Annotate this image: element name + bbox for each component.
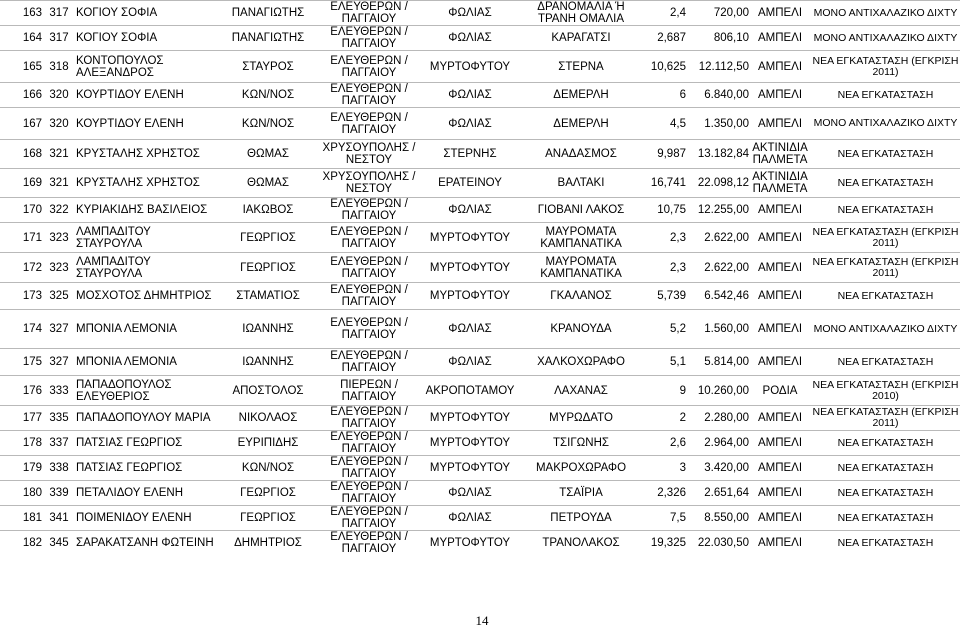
local-community: ΦΩΛΙΑΣ [420, 108, 520, 140]
table-body [0, 1, 960, 556]
applicant-name: ΚΡΥΣΤΑΛΗΣ ΧΡΗΣΤΟΣ [76, 140, 218, 169]
father-name: ΘΩΜΑΣ [218, 169, 318, 198]
subsidy-amount: 2.964,00 [686, 431, 749, 456]
crop-type: ΑΜΠΕΛΙ [749, 1, 811, 26]
applicant-code: 327 [42, 349, 76, 376]
crop-type: ΡΟΔΙΑ [749, 376, 811, 406]
field-location: ΜΥΡΩΔΑΤΟ [520, 406, 642, 431]
local-community: ΦΩΛΙΑΣ [420, 310, 520, 349]
area-stremmata: 2,687 [642, 26, 686, 51]
table-row [0, 481, 960, 506]
table-row [0, 349, 960, 376]
father-name: ΓΕΩΡΓΙΟΣ [218, 481, 318, 506]
municipality: ΠΙΕΡΕΩΝ / ΠΑΓΓΑΙΟΥ [318, 376, 420, 406]
applicant-code: 327 [42, 310, 76, 349]
applicant-name: ΛΑΜΠΑΔΙΤΟΥ ΣΤΑΥΡΟΥΛΑ [76, 253, 218, 283]
subsidy-amount: 1.560,00 [686, 310, 749, 349]
subsidy-amount: 2.651,64 [686, 481, 749, 506]
table-row [0, 51, 960, 83]
table-row [0, 83, 960, 108]
field-location: ΛΑΧΑΝΑΣ [520, 376, 642, 406]
local-community: ΕΡΑΤΕΙΝΟΥ [420, 169, 520, 198]
row-number: 173 [0, 283, 42, 310]
row-number: 178 [0, 431, 42, 456]
subsidy-amount: 2.280,00 [686, 406, 749, 431]
applicant-name: ΚΟΥΡΤΙΔΟΥ ΕΛΕΝΗ [76, 83, 218, 108]
row-number: 171 [0, 223, 42, 253]
father-name: ΚΩΝ/ΝΟΣ [218, 83, 318, 108]
crop-type: ΑΜΠΕΛΙ [749, 283, 811, 310]
subsidy-amount: 22.030,50 [686, 531, 749, 556]
field-location: ΠΕΤΡΟΥΔΑ [520, 506, 642, 531]
row-number: 167 [0, 108, 42, 140]
subsidy-amount: 13.182,84 [686, 140, 749, 169]
local-community: ΜΥΡΤΟΦΥΤΟΥ [420, 223, 520, 253]
crop-type: ΑΚΤΙΝΙΔΙΑ ΠΑΛΜΕΤΑ [749, 169, 811, 198]
area-stremmata: 5,739 [642, 283, 686, 310]
subsidy-amount: 6.840,00 [686, 83, 749, 108]
table-row [0, 1, 960, 26]
municipality: ΕΛΕΥΘΕΡΩΝ / ΠΑΓΓΑΙΟΥ [318, 51, 420, 83]
applicant-code: 345 [42, 531, 76, 556]
installation-status: ΝΕΑ ΕΓΚΑΤΑΣΤΑΣΗ (ΕΓΚΡΙΣΗ 2011) [811, 223, 960, 253]
area-stremmata: 5,1 [642, 349, 686, 376]
installation-status: ΝΕΑ ΕΓΚΑΤΑΣΤΑΣΗ [811, 83, 960, 108]
area-stremmata: 6 [642, 83, 686, 108]
municipality: ΕΛΕΥΘΕΡΩΝ / ΠΑΓΓΑΙΟΥ [318, 406, 420, 431]
field-location: ΤΡΑΝΟΛΑΚΟΣ [520, 531, 642, 556]
local-community: ΜΥΡΤΟΦΥΤΟΥ [420, 431, 520, 456]
local-community: ΜΥΡΤΟΦΥΤΟΥ [420, 253, 520, 283]
table-row [0, 253, 960, 283]
field-location: ΚΑΡΑΓΑΤΣΙ [520, 26, 642, 51]
municipality: ΕΛΕΥΘΕΡΩΝ / ΠΑΓΓΑΙΟΥ [318, 1, 420, 26]
crop-type: ΑΜΠΕΛΙ [749, 253, 811, 283]
area-stremmata: 2,3 [642, 253, 686, 283]
municipality: ΕΛΕΥΘΕΡΩΝ / ΠΑΓΓΑΙΟΥ [318, 26, 420, 51]
installation-status: ΝΕΑ ΕΓΚΑΤΑΣΤΑΣΗ [811, 349, 960, 376]
table-row [0, 506, 960, 531]
installation-status: ΜΟΝΟ ΑΝΤΙΧΑΛΑΖΙΚΟ ΔΙΧΤΥ [811, 310, 960, 349]
crop-type: ΑΜΠΕΛΙ [749, 456, 811, 481]
subsidy-amount: 2.622,00 [686, 223, 749, 253]
field-location: ΑΝΑΔΑΣΜΟΣ [520, 140, 642, 169]
applicant-name: ΠΑΠΑΔΟΠΟΥΛΟΣ ΕΛΕΥΘΕΡΙΟΣ [76, 376, 218, 406]
crop-type: ΑΜΠΕΛΙ [749, 506, 811, 531]
area-stremmata: 2,6 [642, 431, 686, 456]
applicant-code: 318 [42, 51, 76, 83]
table-row [0, 431, 960, 456]
father-name: ΙΑΚΩΒΟΣ [218, 198, 318, 223]
local-community: ΜΥΡΤΟΦΥΤΟΥ [420, 456, 520, 481]
row-number: 176 [0, 376, 42, 406]
applicant-name: ΚΟΥΡΤΙΔΟΥ ΕΛΕΝΗ [76, 108, 218, 140]
table-row [0, 108, 960, 140]
table-row [0, 456, 960, 481]
applicant-code: 338 [42, 456, 76, 481]
applicant-name: ΜΠΟΝΙΑ ΛΕΜΟΝΙΑ [76, 310, 218, 349]
municipality: ΕΛΕΥΘΕΡΩΝ / ΠΑΓΓΑΙΟΥ [318, 531, 420, 556]
crop-type: ΑΜΠΕΛΙ [749, 481, 811, 506]
local-community: ΜΥΡΤΟΦΥΤΟΥ [420, 283, 520, 310]
applicant-name: ΚΟΓΙΟΥ ΣΟΦΙΑ [76, 1, 218, 26]
applicant-code: 339 [42, 481, 76, 506]
field-location: ΔΕΜΕΡΛΗ [520, 83, 642, 108]
installation-status: ΝΕΑ ΕΓΚΑΤΑΣΤΑΣΗ [811, 431, 960, 456]
applicant-name: ΠΑΠΑΔΟΠΟΥΛΟΥ ΜΑΡΙΑ [76, 406, 218, 431]
row-number: 170 [0, 198, 42, 223]
installation-status: ΝΕΑ ΕΓΚΑΤΑΣΤΑΣΗ [811, 169, 960, 198]
table-row [0, 169, 960, 198]
father-name: ΓΕΩΡΓΙΟΣ [218, 253, 318, 283]
field-location: ΓΙΟΒΑΝΙ ΛΑΚΟΣ [520, 198, 642, 223]
table-row [0, 283, 960, 310]
field-location: ΣΤΕΡΝΑ [520, 51, 642, 83]
local-community: ΜΥΡΤΟΦΥΤΟΥ [420, 531, 520, 556]
subsidy-amount: 2.622,00 [686, 253, 749, 283]
crop-type: ΑΜΠΕΛΙ [749, 223, 811, 253]
subsidy-amount: 1.350,00 [686, 108, 749, 140]
field-location: ΔΡΑΝΟΜΑΛΙΑ Ή ΤΡΑΝΗ ΟΜΑΛΙΑ [520, 1, 642, 26]
field-location: ΜΑΥΡΟΜΑΤΑ ΚΑΜΠΑΝΑΤΙΚΑ [520, 223, 642, 253]
area-stremmata: 7,5 [642, 506, 686, 531]
crop-type: ΑΜΠΕΛΙ [749, 431, 811, 456]
field-location: ΤΣΑΪΡΙΑ [520, 481, 642, 506]
local-community: ΦΩΛΙΑΣ [420, 506, 520, 531]
installation-status: ΜΟΝΟ ΑΝΤΙΧΑΛΑΖΙΚΟ ΔΙΧΤΥ [811, 108, 960, 140]
field-location: ΔΕΜΕΡΛΗ [520, 108, 642, 140]
area-stremmata: 2,4 [642, 1, 686, 26]
area-stremmata: 9 [642, 376, 686, 406]
subsidy-amount: 10.260,00 [686, 376, 749, 406]
field-location: ΜΑΥΡΟΜΑΤΑ ΚΑΜΠΑΝΑΤΙΚΑ [520, 253, 642, 283]
table-row [0, 223, 960, 253]
applicant-name: ΠΕΤΑΛΙΔΟΥ ΕΛΕΝΗ [76, 481, 218, 506]
local-community: ΦΩΛΙΑΣ [420, 1, 520, 26]
installation-status: ΝΕΑ ΕΓΚΑΤΑΣΤΑΣΗ (ΕΓΚΡΙΣΗ 2011) [811, 51, 960, 83]
installation-status: ΝΕΑ ΕΓΚΑΤΑΣΤΑΣΗ [811, 140, 960, 169]
field-location: ΧΑΛΚΟΧΩΡΑΦΟ [520, 349, 642, 376]
father-name: ΘΩΜΑΣ [218, 140, 318, 169]
father-name: ΚΩΝ/ΝΟΣ [218, 108, 318, 140]
subsidy-amount: 6.542,46 [686, 283, 749, 310]
row-number: 181 [0, 506, 42, 531]
applicant-code: 323 [42, 253, 76, 283]
applicant-name: ΜΟΣΧΟΤΟΣ ΔΗΜΗΤΡΙΟΣ [76, 283, 218, 310]
father-name: ΚΩΝ/ΝΟΣ [218, 456, 318, 481]
area-stremmata: 2,3 [642, 223, 686, 253]
local-community: ΣΤΕΡΝΗΣ [420, 140, 520, 169]
subsidy-amount: 720,00 [686, 1, 749, 26]
installation-status: ΝΕΑ ΕΓΚΑΤΑΣΤΑΣΗ [811, 506, 960, 531]
subsidy-amount: 12.255,00 [686, 198, 749, 223]
local-community: ΑΚΡΟΠΟΤΑΜΟΥ [420, 376, 520, 406]
father-name: ΣΤΑΥΡΟΣ [218, 51, 318, 83]
father-name: ΠΑΝΑΓΙΩΤΗΣ [218, 1, 318, 26]
applicant-code: 325 [42, 283, 76, 310]
father-name: ΓΕΩΡΓΙΟΣ [218, 506, 318, 531]
row-number: 177 [0, 406, 42, 431]
municipality: ΧΡΥΣΟΥΠΟΛΗΣ / ΝΕΣΤΟΥ [318, 169, 420, 198]
municipality: ΕΛΕΥΘΕΡΩΝ / ΠΑΓΓΑΙΟΥ [318, 223, 420, 253]
crop-type: ΑΜΠΕΛΙ [749, 310, 811, 349]
row-number: 180 [0, 481, 42, 506]
area-stremmata: 10,75 [642, 198, 686, 223]
applicant-name: ΚΥΡΙΑΚΙΔΗΣ ΒΑΣΙΛΕΙΟΣ [76, 198, 218, 223]
applicant-code: 337 [42, 431, 76, 456]
table-row [0, 26, 960, 51]
father-name: ΔΗΜΗΤΡΙΟΣ [218, 531, 318, 556]
applicant-code: 321 [42, 140, 76, 169]
area-stremmata: 10,625 [642, 51, 686, 83]
subsidy-amount: 8.550,00 [686, 506, 749, 531]
applicant-code: 320 [42, 83, 76, 108]
applicant-code: 321 [42, 169, 76, 198]
subsidy-amount: 22.098,12 [686, 169, 749, 198]
applicant-name: ΠΟΙΜΕΝΙΔΟΥ ΕΛΕΝΗ [76, 506, 218, 531]
field-location: ΤΣΙΓΩΝΗΣ [520, 431, 642, 456]
crop-type: ΑΜΠΕΛΙ [749, 531, 811, 556]
applicant-name: ΣΑΡΑΚΑΤΣΑΝΗ ΦΩΤΕΙΝΗ [76, 531, 218, 556]
area-stremmata: 9,987 [642, 140, 686, 169]
installation-status: ΜΟΝΟ ΑΝΤΙΧΑΛΑΖΙΚΟ ΔΙΧΤΥ [811, 26, 960, 51]
father-name: ΓΕΩΡΓΙΟΣ [218, 223, 318, 253]
applicant-code: 323 [42, 223, 76, 253]
applicant-code: 320 [42, 108, 76, 140]
area-stremmata: 19,325 [642, 531, 686, 556]
table-row [0, 198, 960, 223]
municipality: ΕΛΕΥΘΕΡΩΝ / ΠΑΓΓΑΙΟΥ [318, 253, 420, 283]
field-location: ΒΑΛΤΑΚΙ [520, 169, 642, 198]
row-number: 175 [0, 349, 42, 376]
crop-type: ΑΜΠΕΛΙ [749, 198, 811, 223]
row-number: 182 [0, 531, 42, 556]
table-row [0, 376, 960, 406]
row-number: 174 [0, 310, 42, 349]
local-community: ΦΩΛΙΑΣ [420, 198, 520, 223]
father-name: ΠΑΝΑΓΙΩΤΗΣ [218, 26, 318, 51]
municipality: ΕΛΕΥΘΕΡΩΝ / ΠΑΓΓΑΙΟΥ [318, 349, 420, 376]
local-community: ΜΥΡΤΟΦΥΤΟΥ [420, 406, 520, 431]
applicant-name: ΛΑΜΠΑΔΙΤΟΥ ΣΤΑΥΡΟΥΛΑ [76, 223, 218, 253]
table-row [0, 310, 960, 349]
crop-type: ΑΜΠΕΛΙ [749, 349, 811, 376]
local-community: ΜΥΡΤΟΦΥΤΟΥ [420, 51, 520, 83]
municipality: ΧΡΥΣΟΥΠΟΛΗΣ / ΝΕΣΤΟΥ [318, 140, 420, 169]
father-name: ΣΤΑΜΑΤΙΟΣ [218, 283, 318, 310]
row-number: 166 [0, 83, 42, 108]
subsidy-amount: 3.420,00 [686, 456, 749, 481]
applicant-code: 317 [42, 1, 76, 26]
local-community: ΦΩΛΙΑΣ [420, 83, 520, 108]
row-number: 164 [0, 26, 42, 51]
municipality: ΕΛΕΥΘΕΡΩΝ / ΠΑΓΓΑΙΟΥ [318, 456, 420, 481]
row-number: 163 [0, 1, 42, 26]
applicant-name: ΚΟΝΤΟΠΟΥΛΟΣ ΑΛΕΞΑΝΔΡΟΣ [76, 51, 218, 83]
field-location: ΜΑΚΡΟΧΩΡΑΦΟ [520, 456, 642, 481]
municipality: ΕΛΕΥΘΕΡΩΝ / ΠΑΓΓΑΙΟΥ [318, 481, 420, 506]
installation-status: ΝΕΑ ΕΓΚΑΤΑΣΤΑΣΗ [811, 283, 960, 310]
applicant-code: 333 [42, 376, 76, 406]
applicant-name: ΠΑΤΣΙΑΣ ΓΕΩΡΓΙΟΣ [76, 456, 218, 481]
crop-type: ΑΚΤΙΝΙΔΙΑ ΠΑΛΜΕΤΑ [749, 140, 811, 169]
page-number: 14 [475, 613, 489, 628]
installation-status: ΝΕΑ ΕΓΚΑΤΑΣΤΑΣΗ [811, 531, 960, 556]
municipality: ΕΛΕΥΘΕΡΩΝ / ΠΑΓΓΑΙΟΥ [318, 310, 420, 349]
applicant-code: 341 [42, 506, 76, 531]
local-community: ΦΩΛΙΑΣ [420, 481, 520, 506]
applicant-name: ΚΟΓΙΟΥ ΣΟΦΙΑ [76, 26, 218, 51]
field-location: ΚΡΑΝΟΥΔΑ [520, 310, 642, 349]
father-name: ΕΥΡΙΠΙΔΗΣ [218, 431, 318, 456]
table-row [0, 531, 960, 556]
row-number: 168 [0, 140, 42, 169]
municipality: ΕΛΕΥΘΕΡΩΝ / ΠΑΓΓΑΙΟΥ [318, 283, 420, 310]
installation-status: ΝΕΑ ΕΓΚΑΤΑΣΤΑΣΗ [811, 481, 960, 506]
subsidy-amount: 806,10 [686, 26, 749, 51]
installation-status: ΝΕΑ ΕΓΚΑΤΑΣΤΑΣΗ (ΕΓΚΡΙΣΗ 2011) [812, 406, 959, 429]
area-stremmata: 3 [642, 456, 686, 481]
installation-status: ΝΕΑ ΕΓΚΑΤΑΣΤΑΣΗ [811, 456, 960, 481]
row-number: 165 [0, 51, 42, 83]
father-name: ΙΩΑΝΝΗΣ [218, 349, 318, 376]
crop-type: ΑΜΠΕΛΙ [749, 83, 811, 108]
table-row [0, 140, 960, 169]
father-name: ΙΩΑΝΝΗΣ [218, 310, 318, 349]
field-location: ΓΚΑΛΑΝΟΣ [520, 283, 642, 310]
subsidy-amount: 12.112,50 [686, 51, 749, 83]
area-stremmata: 16,741 [642, 169, 686, 198]
installation-status: ΝΕΑ ΕΓΚΑΤΑΣΤΑΣΗ (ΕΓΚΡΙΣΗ 2011) [811, 253, 960, 283]
crop-type: ΑΜΠΕΛΙ [749, 406, 811, 431]
crop-type: ΑΜΠΕΛΙ [749, 108, 811, 140]
row-number: 172 [0, 253, 42, 283]
applicant-code: 317 [42, 26, 76, 51]
municipality: ΕΛΕΥΘΕΡΩΝ / ΠΑΓΓΑΙΟΥ [318, 83, 420, 108]
applicant-name: ΜΠΟΝΙΑ ΛΕΜΟΝΙΑ [76, 349, 218, 376]
applicant-code: 335 [42, 406, 76, 431]
area-stremmata: 2 [642, 406, 686, 431]
applicant-code: 322 [42, 198, 76, 223]
area-stremmata: 4,5 [642, 108, 686, 140]
table-row [0, 406, 960, 431]
father-name: ΑΠΟΣΤΟΛΟΣ [218, 376, 318, 406]
installation-status: ΝΕΑ ΕΓΚΑΤΑΣΤΑΣΗ [811, 198, 960, 223]
applicant-name: ΚΡΥΣΤΑΛΗΣ ΧΡΗΣΤΟΣ [76, 169, 218, 198]
row-number: 169 [0, 169, 42, 198]
area-stremmata: 5,2 [642, 310, 686, 349]
crop-type: ΑΜΠΕΛΙ [749, 26, 811, 51]
applicant-name: ΠΑΤΣΙΑΣ ΓΕΩΡΓΙΟΣ [76, 431, 218, 456]
municipality: ΕΛΕΥΘΕΡΩΝ / ΠΑΓΓΑΙΟΥ [318, 431, 420, 456]
installation-status: ΝΕΑ ΕΓΚΑΤΑΣΤΑΣΗ (ΕΓΚΡΙΣΗ 2010) [811, 376, 960, 406]
father-name: ΝΙΚΟΛΑΟΣ [218, 406, 318, 431]
municipality: ΕΛΕΥΘΕΡΩΝ / ΠΑΓΓΑΙΟΥ [318, 506, 420, 531]
municipality: ΕΛΕΥΘΕΡΩΝ / ΠΑΓΓΑΙΟΥ [318, 198, 420, 223]
municipality: ΕΛΕΥΘΕΡΩΝ / ΠΑΓΓΑΙΟΥ [318, 108, 420, 140]
subsidy-amount: 5.814,00 [686, 349, 749, 376]
installation-status: ΜΟΝΟ ΑΝΤΙΧΑΛΑΖΙΚΟ ΔΙΧΤΥ [811, 1, 960, 26]
crop-type: ΑΜΠΕΛΙ [749, 51, 811, 83]
local-community: ΦΩΛΙΑΣ [420, 349, 520, 376]
row-number: 179 [0, 456, 42, 481]
local-community: ΦΩΛΙΑΣ [420, 26, 520, 51]
area-stremmata: 2,326 [642, 481, 686, 506]
